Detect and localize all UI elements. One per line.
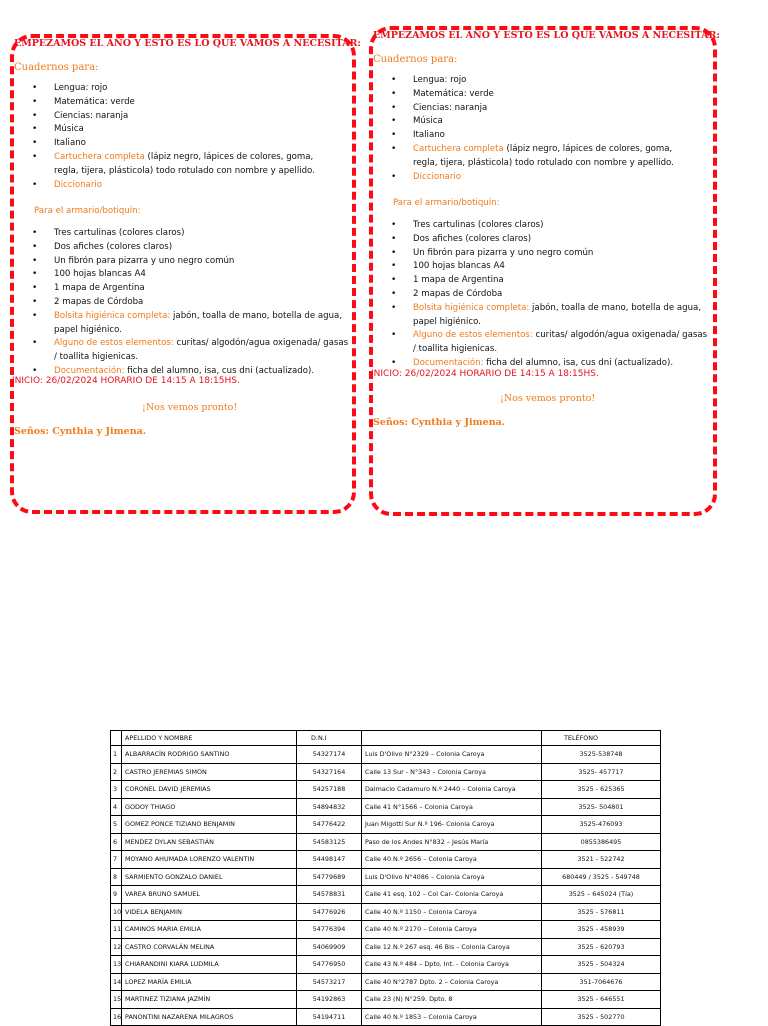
bullet-icon: •	[391, 302, 397, 313]
table-row	[111, 903, 661, 921]
student-name: VIDELA BENJAMIN	[122, 903, 297, 921]
bullet-icon: •	[391, 102, 397, 113]
bullet-icon: •	[391, 233, 397, 244]
list-item	[379, 88, 699, 102]
row-number: 10	[111, 903, 122, 921]
table-row	[111, 833, 661, 851]
card-heading: EMPEZAMOS EL AÑO Y ESTO ES LO QUE VAMOS A NECESITAR:	[14, 38, 361, 49]
student-name: CASTRO CORVALÁN MELINA	[122, 938, 297, 956]
see-you-text: ¡Nos vemos pronto!	[500, 393, 596, 404]
bullet-icon: •	[391, 143, 397, 154]
student-dni: 54194711	[297, 1008, 362, 1026]
bullet-icon: •	[32, 83, 38, 93]
cuadernos-title: Cuadernos para:	[14, 62, 99, 73]
bullet-icon: •	[32, 338, 38, 349]
list-item	[379, 329, 709, 357]
bullet-icon: •	[32, 241, 38, 252]
list-item	[20, 255, 350, 269]
bullet-icon: •	[32, 310, 38, 321]
item-text: Ciencias: naranja	[413, 102, 488, 113]
student-dni: 54583125	[297, 833, 362, 851]
notebooks-list	[20, 82, 340, 192]
row-number: 9	[111, 886, 122, 904]
table-row	[111, 746, 661, 764]
student-phone: 3525 - 646551	[542, 991, 661, 1009]
item-text: Italiano	[413, 130, 445, 141]
header-phone: TELÉFONO	[542, 731, 661, 746]
student-dni: 54327174	[297, 746, 362, 764]
item-highlight-label: Diccionario	[413, 171, 461, 182]
item-text: Música	[413, 116, 443, 127]
row-number: 5	[111, 816, 122, 834]
student-dni: 54776422	[297, 816, 362, 834]
item-text: (lápiz negro, lápices de colores, goma, regla, tijera, plásticola) todo rotulado con nombre y apellido.	[413, 143, 674, 168]
student-name: VAREA BRUNO SAMUEL	[122, 886, 297, 904]
row-number: 16	[111, 1008, 122, 1026]
bullet-icon: •	[391, 75, 397, 85]
cuadernos-title: Cuadernos para:	[373, 54, 458, 65]
student-dni: 54257188	[297, 781, 362, 799]
item-text: Matemática: verde	[413, 88, 494, 99]
list-item	[379, 302, 709, 330]
item-text: curitas/ algodón/agua oxigenada/ gasas / toallita higienicas.	[54, 338, 349, 363]
student-dni: 54776950	[297, 956, 362, 974]
supplies-list	[20, 227, 350, 379]
student-address: Calle 40 N.º 1150 – Colonia Caroya	[362, 903, 542, 921]
list-item	[20, 310, 350, 338]
item-highlight-label: Diccionario	[54, 179, 102, 190]
bullet-icon: •	[391, 288, 397, 299]
list-item	[379, 74, 699, 88]
item-text: ficha del alumno, isa, cus dni (actualizado).	[483, 357, 674, 368]
student-address: Luis D'Olivo N°4086 – Colonia Caroya	[362, 868, 542, 886]
item-highlight-label: Cartuchera completa	[54, 151, 145, 162]
list-item	[379, 233, 709, 247]
item-text: Dos afiches (colores claros)	[413, 233, 532, 244]
item-highlight-label: Documentación:	[413, 357, 484, 368]
student-name: ALBARRACÍN RODRIGO SANTINO	[122, 746, 297, 764]
header-address	[362, 731, 542, 746]
list-item	[379, 143, 699, 171]
student-name: LOPEZ MARÍA EMILIA	[122, 973, 297, 991]
item-text: Tres cartulinas (colores claros)	[413, 220, 544, 230]
student-dni: 54192863	[297, 991, 362, 1009]
bullet-icon: •	[32, 296, 38, 307]
table-row	[111, 938, 661, 956]
item-text: Italiano	[54, 138, 86, 149]
item-highlight-label: Alguno de estos elementos:	[413, 330, 533, 341]
list-item	[379, 247, 709, 261]
bullet-icon: •	[391, 130, 397, 141]
item-text: Dos afiches (colores claros)	[54, 241, 173, 252]
list-item	[379, 288, 709, 302]
armario-title: Para el armario/botiquín:	[34, 206, 141, 216]
student-name: GOMEZ PONCE TIZIANO BENJAMIN	[122, 816, 297, 834]
list-item	[20, 282, 350, 296]
list-item	[379, 219, 709, 233]
student-phone: 680449 / 3525 - 549748	[542, 868, 661, 886]
bullet-icon: •	[32, 255, 38, 266]
student-address: Calle 12 N.º 267 esq. 46 Bis – Colonia Caroya	[362, 938, 542, 956]
row-number: 11	[111, 921, 122, 939]
row-number: 2	[111, 763, 122, 781]
item-highlight-label: Bolsita higiénica completa:	[54, 310, 171, 321]
student-name: PANONTINI NAZARENA MILAGROS	[122, 1008, 297, 1026]
notebooks-list	[379, 74, 699, 184]
student-dni: 54327164	[297, 763, 362, 781]
student-phone: 3525 - 625365	[542, 781, 661, 799]
card-heading: EMPEZAMOS EL AÑO Y ESTO ES LO QUE VAMOS A NECESITAR:	[373, 30, 720, 41]
start-date-text: INICIO: 26/02/2024 HORARIO DE 14:15 A 18:15HS.	[371, 369, 599, 379]
item-text: Tres cartulinas (colores claros)	[54, 228, 185, 238]
student-address: Calle 40 N.º 2656 – Colonia Caroya	[362, 851, 542, 869]
list-item	[20, 123, 340, 137]
item-text: 1 mapa de Argentina	[413, 275, 504, 286]
student-dni: 54776394	[297, 921, 362, 939]
table-row	[111, 886, 661, 904]
bullet-icon: •	[32, 179, 38, 190]
header-number	[111, 731, 122, 746]
see-you-text: ¡Nos vemos pronto!	[142, 402, 238, 413]
item-text: jabón, toalla de mano, botella de agua, papel higiénico.	[54, 310, 343, 335]
student-phone: 3525 – 645024 (Tía)	[542, 886, 661, 904]
student-phone: 3525 - 458939	[542, 921, 661, 939]
row-number: 14	[111, 973, 122, 991]
list-item	[379, 274, 709, 288]
student-name: CHIARANDINI KIARA LUDMILA	[122, 956, 297, 974]
bullet-icon: •	[391, 247, 397, 258]
item-text: curitas/ algodón/agua oxigenada/ gasas / toallita higienicas.	[413, 330, 708, 355]
student-phone: 3525 - 620793	[542, 938, 661, 956]
student-address: Calle 43 N.º 484 – Dpto. Int. - Colonia Caroya	[362, 956, 542, 974]
student-dni: 54573217	[297, 973, 362, 991]
student-name: CASTRO JEREMIAS SIMON	[122, 763, 297, 781]
list-item	[379, 115, 699, 129]
item-text: Música	[54, 124, 84, 135]
item-text: Lengua: rojo	[413, 75, 467, 85]
student-address: Calle 13 Sur - N°343 – Colonia Caroya	[362, 763, 542, 781]
list-item	[379, 171, 699, 185]
row-number: 15	[111, 991, 122, 1009]
bullet-icon: •	[32, 110, 38, 121]
item-highlight-label: Alguno de estos elementos:	[54, 338, 174, 349]
item-text: Matemática: verde	[54, 96, 135, 107]
table-row	[111, 816, 661, 834]
student-name: MENDEZ DYLAN SEBASTIÁN	[122, 833, 297, 851]
table-header-row	[111, 731, 661, 746]
list-item	[379, 129, 699, 143]
list-item	[20, 337, 350, 365]
list-item	[379, 102, 699, 116]
list-item	[20, 296, 350, 310]
row-number: 13	[111, 956, 122, 974]
row-number: 1	[111, 746, 122, 764]
list-item	[20, 96, 340, 110]
bullet-icon: •	[391, 357, 397, 368]
table-row	[111, 921, 661, 939]
teachers-signature: Seños: Cynthia y Jimena.	[14, 426, 147, 437]
student-address: Calle 41 N°1566 – Colonia Caroya	[362, 798, 542, 816]
table-row	[111, 956, 661, 974]
student-phone: 351-7064676	[542, 973, 661, 991]
table-row	[111, 991, 661, 1009]
student-dni: 54578831	[297, 886, 362, 904]
item-highlight-label: Cartuchera completa	[413, 143, 504, 154]
table-row	[111, 851, 661, 869]
student-phone: 0855386495	[542, 833, 661, 851]
item-text: jabón, toalla de mano, botella de agua, papel higiénico.	[413, 302, 702, 327]
student-address: Paso de los Andes N°832 – Jesús María	[362, 833, 542, 851]
bullet-icon: •	[32, 124, 38, 135]
supplies-list	[379, 219, 709, 371]
bullet-icon: •	[32, 269, 38, 280]
student-roster-table	[110, 730, 661, 1026]
bullet-icon: •	[391, 88, 397, 99]
student-phone: 3525-538748	[542, 746, 661, 764]
bullet-icon: •	[391, 261, 397, 272]
student-address: Juan Migotti Sur N.º 196- Colonia Caroya	[362, 816, 542, 834]
student-name: CORONEL DAVID JEREMIAS	[122, 781, 297, 799]
list-item	[20, 110, 340, 124]
student-address: Calle 40 N.º 2170 – Colonia Caroya	[362, 921, 542, 939]
row-number: 12	[111, 938, 122, 956]
student-phone: 3525-476093	[542, 816, 661, 834]
item-text: ficha del alumno, isa, cus dni (actualizado).	[124, 365, 315, 376]
student-phone: 3521 - 522742	[542, 851, 661, 869]
row-number: 4	[111, 798, 122, 816]
row-number: 6	[111, 833, 122, 851]
header-dni: D.N.I	[297, 731, 362, 746]
student-phone: 3525 - 502770	[542, 1008, 661, 1026]
student-address: Luis D'Olivo N°2329 – Colonia Caroya	[362, 746, 542, 764]
item-text: 100 hojas blancas A4	[413, 261, 505, 272]
list-item	[20, 82, 340, 96]
row-number: 3	[111, 781, 122, 799]
item-text: (lápiz negro, lápices de colores, goma, regla, tijera, plásticola) todo rotulado con nombre y apellido.	[54, 151, 315, 176]
bullet-icon: •	[32, 151, 38, 162]
student-phone: 3525 - 576811	[542, 903, 661, 921]
item-highlight-label: Bolsita higiénica completa:	[413, 302, 530, 313]
row-number: 7	[111, 851, 122, 869]
student-address: Calle 23 (N) N°259. Dpto. 8	[362, 991, 542, 1009]
bullet-icon: •	[32, 365, 38, 376]
list-item	[379, 260, 709, 274]
table-row	[111, 781, 661, 799]
item-highlight-label: Documentación:	[54, 365, 125, 376]
list-item	[20, 268, 350, 282]
student-name: GODOY THIAGO	[122, 798, 297, 816]
list-item	[20, 241, 350, 255]
bullet-icon: •	[32, 138, 38, 149]
student-phone: 3525 - 504324	[542, 956, 661, 974]
item-text: 1 mapa de Argentina	[54, 283, 145, 294]
item-text: 2 mapas de Córdoba	[54, 296, 144, 307]
student-dni: 54894832	[297, 798, 362, 816]
armario-title: Para el armario/botiquín:	[393, 198, 500, 208]
bullet-icon: •	[32, 283, 38, 294]
item-text: 2 mapas de Córdoba	[413, 288, 503, 299]
student-name: SARMIENTO GONZALO DANIEL	[122, 868, 297, 886]
bullet-icon: •	[32, 96, 38, 107]
start-date-text: INICIO: 26/02/2024 HORARIO DE 14:15 A 18:15HS.	[12, 376, 240, 386]
bullet-icon: •	[32, 228, 38, 238]
student-address: Calle 40 N.º 1853 – Colonia Caroya	[362, 1008, 542, 1026]
item-text: Un fibrón para pizarra y uno negro común	[54, 255, 235, 266]
student-name: CAMINOS MARIA EMILIA	[122, 921, 297, 939]
student-name: MARTINEZ TIZIANA JAZMÍN	[122, 991, 297, 1009]
student-address: Calle 40 N°2787 Dpto. 2 – Colonia Caroya	[362, 973, 542, 991]
student-dni: 54498147	[297, 851, 362, 869]
bullet-icon: •	[391, 171, 397, 182]
student-dni: 54069909	[297, 938, 362, 956]
row-number: 8	[111, 868, 122, 886]
student-dni: 54779689	[297, 868, 362, 886]
table-row	[111, 973, 661, 991]
student-dni: 54776926	[297, 903, 362, 921]
list-item	[20, 137, 340, 151]
item-text: Un fibrón para pizarra y uno negro común	[413, 247, 594, 258]
header-name: APELLIDO Y NOMBRE	[122, 731, 297, 746]
bullet-icon: •	[391, 275, 397, 286]
list-item	[20, 227, 350, 241]
table-row	[111, 868, 661, 886]
item-text: Lengua: rojo	[54, 83, 108, 93]
item-text: 100 hojas blancas A4	[54, 269, 146, 280]
teachers-signature: Seños: Cynthia y Jimena.	[373, 417, 506, 428]
bullet-icon: •	[391, 220, 397, 230]
list-item	[20, 151, 340, 179]
item-text: Ciencias: naranja	[54, 110, 129, 121]
table-row	[111, 798, 661, 816]
table-row	[111, 763, 661, 781]
list-item	[20, 179, 340, 193]
student-address: Dalmacio Cadamuro N.º 2440 – Colonia Caroya	[362, 781, 542, 799]
student-address: Calle 41 esq. 102 – Col Car- Colonia Caroya	[362, 886, 542, 904]
student-name: MOYANO AHUMADA LORENZO VALENTIN	[122, 851, 297, 869]
student-phone: 3525- 457717	[542, 763, 661, 781]
table-row	[111, 1008, 661, 1026]
bullet-icon: •	[391, 330, 397, 341]
student-phone: 3525- 504801	[542, 798, 661, 816]
bullet-icon: •	[391, 116, 397, 127]
